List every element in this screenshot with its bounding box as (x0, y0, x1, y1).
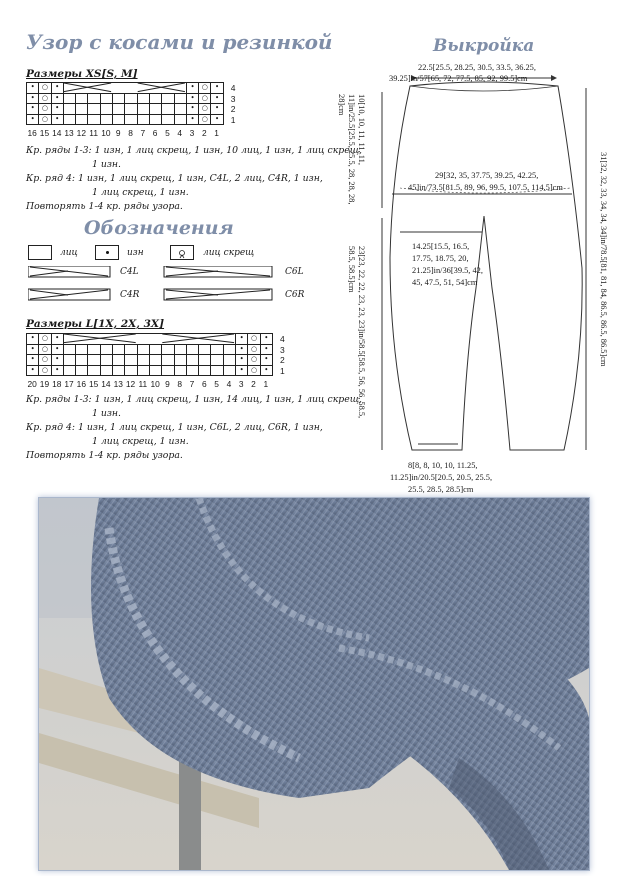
chart-row (27, 344, 273, 355)
purl-cell: • (27, 104, 39, 115)
row-number: 2 (230, 104, 236, 115)
row-number: 2 (280, 355, 285, 366)
purl-cell: • (186, 104, 198, 115)
chart1-instruction-1: Кр. ряды 1-3: 1 изн, 1 лиц скрещ, 1 изн, 10 лиц, 1 изн, 1 лиц скрещ, (26, 145, 362, 156)
column-number: 3 (189, 128, 195, 138)
knit-cell (100, 344, 112, 355)
chart-row (27, 104, 224, 115)
column-number: 9 (165, 379, 170, 389)
knit-cell (149, 355, 161, 366)
twisted-cell: ○ (39, 114, 51, 125)
column-number: 9 (115, 128, 121, 138)
purl-cell: • (236, 344, 248, 355)
knit-cell (76, 344, 88, 355)
knit-cell (137, 344, 149, 355)
column-number: 13 (113, 379, 123, 389)
c6l-label: C6L (285, 267, 304, 277)
knit-cell (125, 93, 137, 104)
column-number: 15 (88, 379, 99, 389)
knit-cell (223, 355, 235, 366)
pants-schematic (372, 58, 592, 470)
knit-cell (88, 355, 100, 366)
column-number: 4 (226, 379, 232, 389)
length-measure: 31[32, 32, 33, 34, 34, 34]in/78.5[81, 81, 84, 86.5, 86.5, 86.5]cm (599, 152, 608, 367)
c4r-label: C4R (120, 290, 140, 300)
knit-cell (149, 365, 161, 376)
knit-cell (137, 114, 149, 125)
knit-cell (76, 355, 88, 366)
chart2-column-numbers (26, 379, 272, 389)
chart2-cable-overlay (26, 333, 27, 334)
knit-cell (162, 114, 174, 125)
column-number: 19 (39, 379, 50, 389)
knit-cell (199, 355, 211, 366)
knit-cell (149, 334, 161, 345)
column-number: 8 (128, 128, 133, 138)
purl-dot-icon (106, 251, 109, 254)
schematic-title: Выкройка (433, 36, 535, 56)
twisted-cell: ○ (199, 83, 211, 94)
twisted-cell: ○ (199, 93, 211, 104)
knit-cell (186, 355, 198, 366)
thigh-measure-2: 17.75, 18.75, 20, (412, 254, 469, 263)
knit-cell (162, 104, 174, 115)
column-number: 8 (177, 379, 183, 389)
c6r-label: C6R (285, 290, 305, 300)
purl-cell: • (186, 93, 198, 104)
purl-cell: • (51, 355, 63, 366)
chart1-size-label: Размеры XS[S, M] (26, 68, 138, 80)
knitted-pants-image (39, 498, 589, 870)
knit-cell (186, 365, 198, 376)
purl-cell: • (211, 104, 223, 115)
twisted-cell: ○ (248, 355, 260, 366)
twisted-cell: ○ (248, 365, 260, 376)
twisted-cell: ○ (39, 365, 51, 376)
knit-cell (125, 344, 137, 355)
chart1-instruction-2: 1 изн. (92, 159, 122, 170)
knit-cell (149, 114, 161, 125)
purl-cell: • (186, 114, 198, 125)
knit-cell (63, 114, 75, 125)
purl-cell: • (260, 334, 272, 345)
knit-cell (174, 334, 186, 345)
knit-cell (113, 114, 125, 125)
ankle-measure-3: 25.5, 28.5, 28.5]cm (408, 485, 474, 494)
ankle-measure-2: 11.25]in/20.5[20.5, 20.5, 25.5, (390, 473, 493, 482)
column-number: 1 (214, 128, 219, 138)
column-number: 10 (150, 379, 160, 389)
column-number: 12 (125, 379, 136, 389)
knit-cell (149, 104, 161, 115)
row-number: 4 (230, 83, 236, 93)
purl-cell: • (51, 334, 63, 345)
chart-row (27, 114, 224, 125)
thigh-measure-3: 21.25]in/36[39.5, 42, (412, 266, 483, 275)
twisted-cell: ○ (248, 344, 260, 355)
knit-cell (162, 355, 174, 366)
inseam-measure: 23[23, 22, 22, 23, 23, 23]in/58.5[58.5, 56, 56, 58.5, 58.5, 58.5]cm (347, 246, 366, 419)
knit-cell (174, 114, 186, 125)
knit-cell (174, 365, 186, 376)
knit-cell (162, 93, 174, 104)
column-number: 14 (52, 128, 62, 138)
ankle-measure-1: 8[8, 8, 10, 10, 11.25, (408, 461, 478, 470)
column-number: 17 (64, 379, 74, 389)
knit-cell (113, 365, 125, 376)
column-number: 6 (201, 379, 207, 389)
column-number: 6 (152, 128, 158, 138)
chart-row (27, 83, 224, 94)
purl-cell: • (236, 365, 248, 376)
knit-cell (137, 365, 149, 376)
column-number: 14 (101, 379, 111, 389)
column-number: 13 (64, 128, 74, 138)
cable-legend-symbols (28, 266, 278, 306)
chart-row (27, 365, 273, 376)
knit-cell (100, 114, 112, 125)
knit-cell (113, 104, 125, 115)
row-number: 3 (230, 93, 236, 104)
c6r-symbol (164, 289, 272, 300)
knit-cell (76, 93, 88, 104)
knit-cell (76, 114, 88, 125)
column-number: 11 (89, 128, 98, 138)
purl-cell: • (260, 365, 272, 376)
chart1-grid (26, 82, 224, 125)
column-number: 15 (39, 128, 50, 138)
knit-cell (137, 104, 149, 115)
knit-cell (211, 365, 223, 376)
waist-measure-1: 22.5[25.5, 28.25, 30.5, 33.5, 36.25, (418, 63, 536, 72)
column-number: 1 (263, 379, 269, 389)
purl-cell: • (27, 344, 39, 355)
knit-cell (199, 365, 211, 376)
knit-cell (149, 344, 161, 355)
knit-label: лиц (60, 248, 78, 258)
knit-cell (113, 355, 125, 366)
twisted-cell: ○ (199, 114, 211, 125)
legend-title: Обозначения (84, 217, 234, 239)
twisted-cell: ○ (39, 344, 51, 355)
thigh-measure-1: 14.25[15.5, 16.5, (412, 242, 470, 251)
knit-cell (149, 93, 161, 104)
chart2-size-label: Размеры L[1X, 2X, 3X] (26, 318, 165, 330)
purl-cell: • (51, 83, 63, 94)
hip-measure-2: 45]in/73.5[81.5, 89, 96, 99.5, 107.5, 114.5]cm (408, 183, 563, 192)
knit-cell (63, 344, 75, 355)
chart2-instruction-5: Повторять 1-4 кр. ряды узора. (26, 450, 183, 461)
pants-photo (38, 497, 590, 871)
knit-cell (125, 365, 137, 376)
column-number: 7 (189, 379, 195, 389)
knit-cell (113, 344, 125, 355)
knit-cell (100, 104, 112, 115)
twisted-cell: ○ (39, 104, 51, 115)
knit-cell (100, 93, 112, 104)
purl-cell: • (51, 365, 63, 376)
chart1-column-numbers (26, 128, 223, 138)
column-number: 5 (214, 379, 219, 389)
twisted-cell: ○ (39, 93, 51, 104)
row-number: 4 (280, 334, 285, 344)
pattern-title: Узор с косами и резинкой (26, 30, 333, 54)
knit-cell (63, 355, 75, 366)
purl-cell: • (211, 83, 223, 94)
knit-cell (174, 104, 186, 115)
twisted-cell: ○ (199, 104, 211, 115)
c4l-label: C4L (120, 267, 139, 277)
row-number: 1 (230, 114, 236, 125)
knit-cell (88, 344, 100, 355)
knit-cell (174, 93, 186, 104)
thigh-measure-4: 45, 47.5, 51, 54]cm (412, 278, 478, 287)
hip-measure-1: 29[32, 35, 37.75, 39.25, 42.25, (435, 171, 539, 180)
twisted-label: лиц скрещ (203, 248, 255, 258)
twisted-cell: ○ (248, 334, 260, 345)
knit-cell (88, 365, 100, 376)
chart1-instruction-3: Кр. ряд 4: 1 изн, 1 лиц скрещ, 1 изн, C4L, 2 лиц, C4R, 1 изн, (26, 173, 323, 184)
twisted-symbol (170, 245, 194, 260)
column-number: 16 (76, 379, 86, 389)
column-number: 12 (76, 128, 86, 138)
purl-cell: • (51, 93, 63, 104)
knit-cell (174, 355, 186, 366)
knit-cell (211, 355, 223, 366)
knit-cell (113, 83, 125, 94)
column-number: 5 (165, 128, 170, 138)
purl-cell: • (260, 344, 272, 355)
purl-cell: • (27, 334, 39, 345)
chart1-instruction-4: 1 лиц скрещ, 1 изн. (92, 187, 189, 198)
c6l-symbol (164, 266, 272, 277)
waist-measure-2: 39.25]in/57[65, 72, 77.5, 85, 92, 99.5]cm (389, 74, 528, 83)
column-number: 20 (27, 379, 37, 389)
purl-cell: • (260, 355, 272, 366)
knit-cell (125, 104, 137, 115)
c4l-symbol (28, 266, 110, 277)
twisted-cell: ○ (39, 83, 51, 94)
c4r-symbol (28, 289, 110, 300)
purl-cell: • (211, 114, 223, 125)
knit-cell (211, 344, 223, 355)
column-number: 16 (27, 128, 37, 138)
purl-cell: • (51, 344, 63, 355)
knit-cell (88, 93, 100, 104)
column-number: 3 (238, 379, 244, 389)
knit-cell (186, 344, 198, 355)
knit-symbol (28, 245, 52, 260)
row-number: 1 (280, 365, 285, 376)
bench-leg (179, 758, 201, 870)
purl-cell: • (27, 93, 39, 104)
knit-cell (199, 344, 211, 355)
knit-cell (113, 93, 125, 104)
purl-cell: • (51, 114, 63, 125)
knit-cell (162, 344, 174, 355)
knit-cell (76, 334, 88, 345)
twisted-cell: ○ (39, 355, 51, 366)
knit-cell (63, 365, 75, 376)
chart2-instruction-3: Кр. ряд 4: 1 изн, 1 лиц скрещ, 1 изн, C6L, 2 лиц, C6R, 1 изн, (26, 422, 323, 433)
column-number: 2 (251, 379, 256, 389)
knit-cell (223, 344, 235, 355)
rise-measure: 10[10, 10, 11, 11, 11, 11]in/25.5[25.5, 25.5, 28, 28, 28, 28]cm (337, 94, 366, 205)
purl-cell: • (27, 83, 39, 94)
knit-cell (125, 114, 137, 125)
knit-cell (137, 93, 149, 104)
knit-cell (76, 365, 88, 376)
purl-cell: • (51, 104, 63, 115)
chart2-instruction-1: Кр. ряды 1-3: 1 изн, 1 лиц скрещ, 1 изн, 14 лиц, 1 изн, 1 лиц скрещ, (26, 394, 362, 405)
purl-cell: • (186, 83, 198, 94)
knit-cell (63, 104, 75, 115)
twisted-cell: ○ (39, 334, 51, 345)
knit-cell (63, 93, 75, 104)
knit-cell (137, 355, 149, 366)
knit-cell (223, 365, 235, 376)
knit-cell (88, 104, 100, 115)
chart2-instruction-2: 1 изн. (92, 408, 122, 419)
column-number: 10 (101, 128, 111, 138)
purl-label: изн (127, 248, 144, 258)
purl-cell: • (236, 334, 248, 345)
chart-row (27, 334, 273, 345)
purl-cell: • (211, 93, 223, 104)
knit-cell (100, 355, 112, 366)
knit-cell (174, 344, 186, 355)
knit-cell (137, 334, 149, 345)
column-number: 7 (140, 128, 146, 138)
column-number: 11 (138, 379, 148, 389)
column-number: 18 (52, 379, 62, 389)
row-number: 3 (280, 344, 285, 355)
purl-symbol (95, 245, 119, 260)
knit-cell (125, 355, 137, 366)
column-number: 4 (177, 128, 183, 138)
purl-cell: • (27, 114, 39, 125)
chart-row (27, 355, 273, 366)
twisted-stitch-icon (171, 248, 193, 261)
column-number: 2 (201, 128, 207, 138)
chart2-instruction-4: 1 лиц скрещ, 1 изн. (92, 436, 189, 447)
chart1-instruction-5: Повторять 1-4 кр. ряды узора. (26, 201, 183, 212)
knit-cell (76, 104, 88, 115)
purl-cell: • (27, 355, 39, 366)
chart-row (27, 93, 224, 104)
knit-cell (100, 365, 112, 376)
knit-cell (88, 114, 100, 125)
chart1-cable-overlay (26, 82, 27, 83)
chart2-grid (26, 333, 273, 376)
knit-cell (162, 365, 174, 376)
purl-cell: • (236, 355, 248, 366)
knit-cell (125, 83, 137, 94)
purl-cell: • (27, 365, 39, 376)
